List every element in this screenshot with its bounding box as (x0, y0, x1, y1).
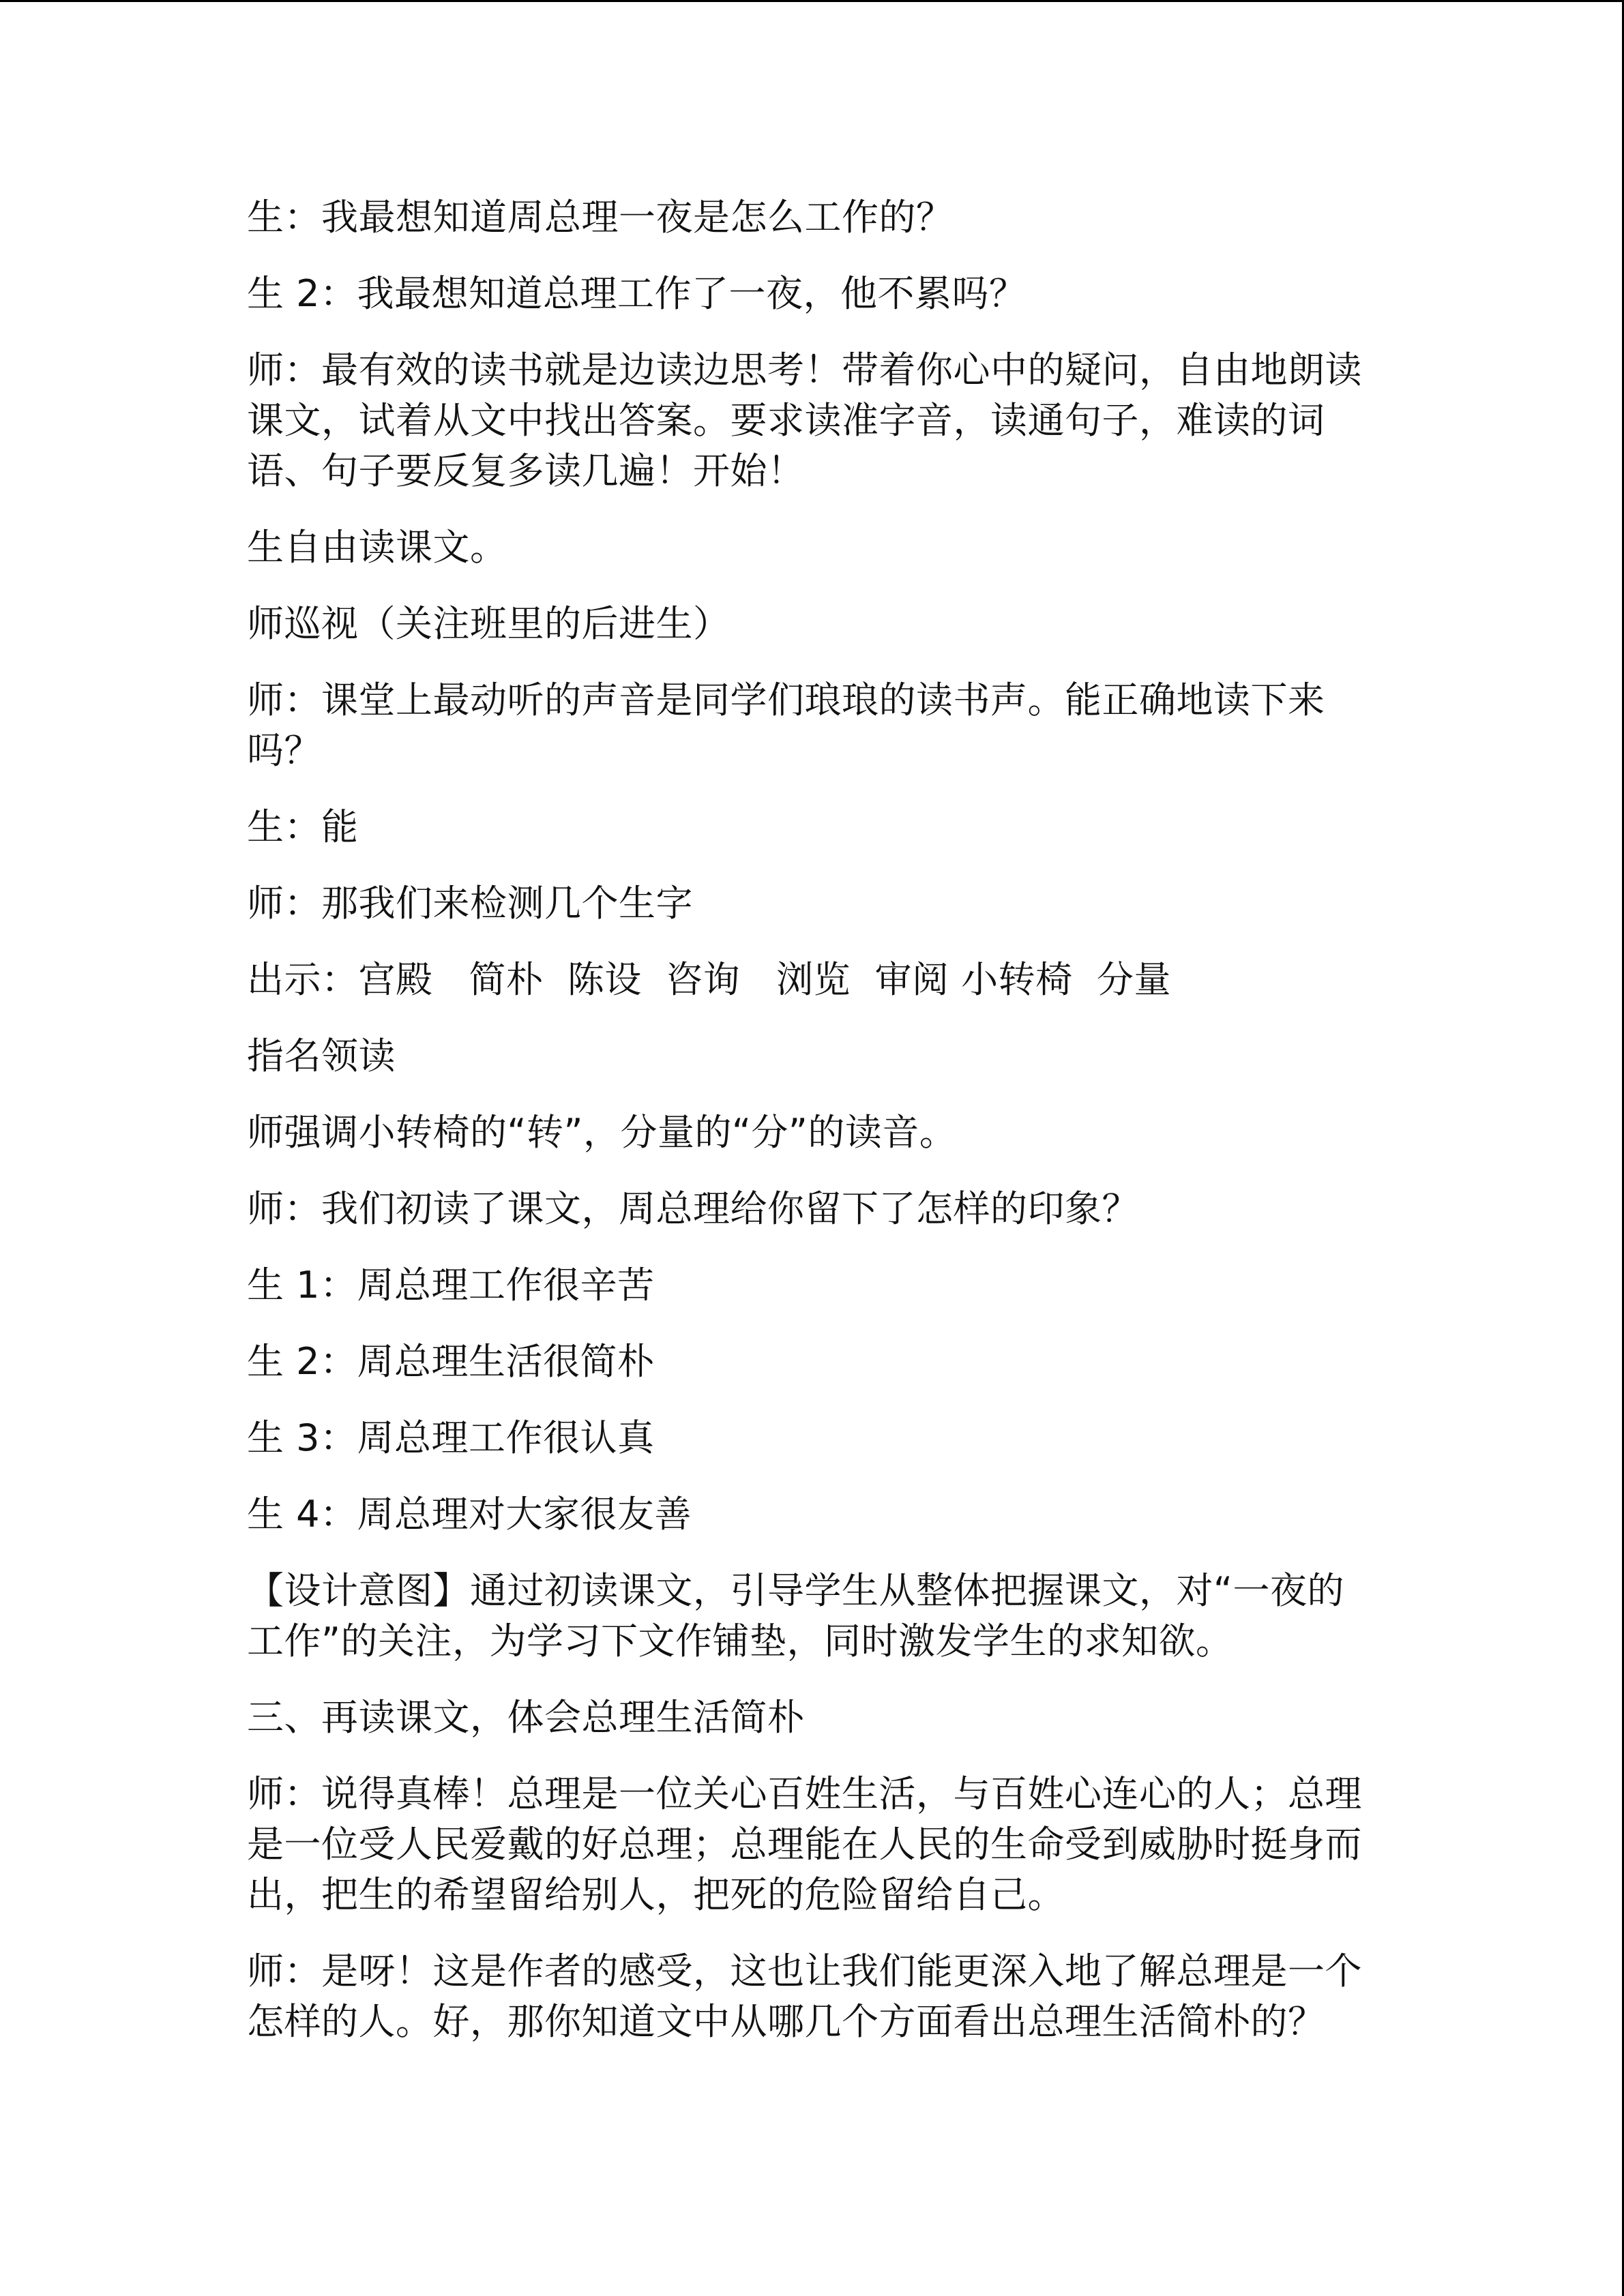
paragraph-student-yes: 生：能 (247, 805, 359, 848)
paragraph-vocabulary-list: 出示：宫殿 简朴 陈设 咨询 浏览 审阅 小转椅 分量 (247, 958, 1171, 1001)
paragraph-teacher-patrol: 师巡视（关注班里的后进生） (247, 602, 730, 645)
paragraph-student-2-question: 生 2：我最想知道总理工作了一夜，他不累吗？ (247, 272, 1027, 315)
paragraph-student-4-answer: 生 4：周总理对大家很友善 (247, 1493, 692, 1536)
paragraph-lead-reading: 指名领读 (247, 1034, 396, 1077)
paragraph-teacher-simple-life-question: 师：是呀！这是作者的感受，这也让我们能更深入地了解总理是一个怎样的人。好，那你知道文中从哪几个方面看出总理生活简朴的？ (247, 1950, 1362, 2043)
paragraph-teacher-reading-instruction: 师：最有效的读书就是边读边思考！带着你心中的疑问，自由地朗读课文，试着从文中找出答案。要求读准字音，读通句子，难读的词语、句子要反复多读几遍！开始！ (247, 348, 1362, 492)
paragraph-teacher-reading-voice: 师：课堂上最动听的声音是同学们琅琅的读书声。能正确地读下来吗？ (247, 679, 1325, 772)
paragraph-student-2-answer: 生 2：周总理生活很简朴 (247, 1340, 655, 1383)
paragraph-student-question: 生：我最想知道周总理一夜是怎么工作的？ (247, 196, 954, 239)
document-body (247, 192, 1372, 2073)
paragraph-pronunciation-emphasis: 师强调小转椅的“转”，分量的“分”的读音。 (247, 1111, 957, 1154)
paragraph-design-intent: 【设计意图】通过初读课文，引导学生从整体把握课文，对“一夜的工作”的关注，为学习下文作铺垫，同时激发学生的求知欲。 (247, 1569, 1344, 1663)
paragraph-teacher-impression-question: 师：我们初读了课文，周总理给你留下了怎样的印象？ (247, 1187, 1139, 1230)
section-heading-reread: 三、再读课文，体会总理生活简朴 (247, 1696, 805, 1739)
paragraph-student-1-answer: 生 1：周总理工作很辛苦 (247, 1264, 655, 1307)
paragraph-student-3-answer: 生 3：周总理工作很认真 (247, 1416, 655, 1459)
paragraph-teacher-praise: 师：说得真棒！总理是一位关心百姓生活，与百姓心连心的人；总理是一位受人民爱戴的好总理；总理能在人民的生命受到威胁时挺身而出，把生的希望留给别人，把死的危险留给自己。 (247, 1772, 1362, 1916)
paragraph-free-reading: 生自由读课文。 (247, 526, 507, 569)
paragraph-teacher-check-words: 师：那我们来检测几个生字 (247, 882, 693, 925)
